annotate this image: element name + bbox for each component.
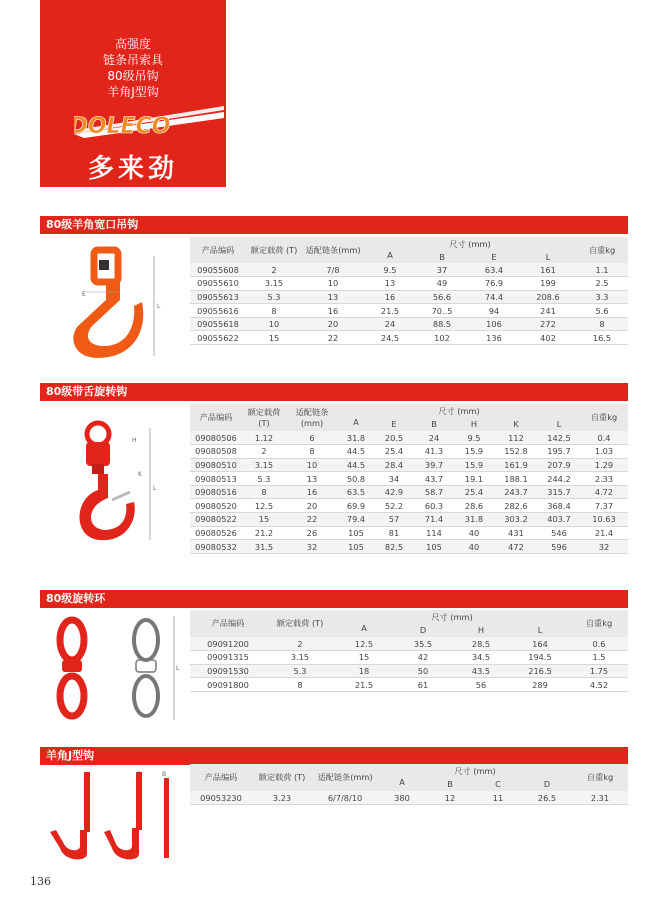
cell: 199: [520, 277, 576, 291]
cell: 15: [242, 513, 286, 527]
cell: 20: [302, 317, 364, 331]
cell: 243.7: [494, 485, 538, 499]
cell: 208.6: [520, 290, 576, 304]
cell: 22: [302, 331, 364, 345]
col-header: 自重kg: [590, 412, 618, 422]
cell: 40: [454, 540, 494, 554]
col-header: E: [491, 251, 497, 262]
cell: 13: [302, 290, 364, 304]
cell: 09091800: [190, 678, 266, 692]
col-header: D: [419, 625, 427, 635]
table-row: [190, 651, 628, 665]
cell: 09091200: [190, 637, 266, 651]
cell: 71.4: [414, 513, 454, 527]
cell: 58.7: [414, 485, 454, 499]
cell: 28.5: [452, 637, 510, 651]
cell: 194.5: [510, 651, 570, 665]
cell: 315.7: [538, 485, 580, 499]
cell: 09091315: [190, 651, 266, 665]
cell: 10: [246, 317, 302, 331]
cell: 282.6: [494, 499, 538, 513]
cell: 79.4: [338, 513, 374, 527]
cell: 74.4: [468, 290, 520, 304]
col-header: 适配链条(mm): [317, 772, 373, 782]
table-row: [190, 331, 628, 345]
cell: 105: [338, 540, 374, 554]
cell: 9.5: [364, 263, 416, 277]
table-row: [190, 317, 628, 331]
cell: 09055622: [190, 331, 246, 345]
cell: 188.1: [494, 472, 538, 486]
cell: 09053230: [190, 791, 252, 805]
swivel-hook-image: [64, 420, 164, 550]
cell: 09080520: [190, 499, 242, 513]
cell: 161.9: [494, 458, 538, 472]
table-row: [190, 485, 628, 499]
cell: 21.4: [580, 526, 628, 540]
table-row: [190, 664, 628, 678]
cell: 0.4: [580, 431, 628, 445]
cell: 1.29: [580, 458, 628, 472]
svg-text:E: E: [82, 291, 86, 298]
cell: 19.1: [454, 472, 494, 486]
col-header: L: [537, 625, 543, 635]
hero-line: 80级吊钩: [107, 69, 159, 83]
table-row: [190, 263, 628, 277]
table-row: [190, 290, 628, 304]
cell: 5.3: [266, 664, 334, 678]
cell: 43.7: [414, 472, 454, 486]
table-row: [190, 540, 628, 554]
cell: 142.5: [538, 431, 580, 445]
cell: 09080522: [190, 513, 242, 527]
cell: 35.5: [394, 637, 452, 651]
cell: 152.8: [494, 445, 538, 459]
cell: 09080516: [190, 485, 242, 499]
cell: 2.31: [572, 791, 628, 805]
cell: 42.9: [374, 485, 414, 499]
cell: 2: [246, 263, 302, 277]
cell: 88.5: [416, 317, 468, 331]
cell: 09091530: [190, 664, 266, 678]
col-header: B: [439, 251, 445, 262]
cell: 1.12: [242, 431, 286, 445]
svg-text:C: C: [136, 771, 141, 778]
cell: 244.2: [538, 472, 580, 486]
cell: 09055610: [190, 277, 246, 291]
cell: 20: [286, 499, 338, 513]
svg-text:L: L: [157, 303, 161, 310]
col-header: B: [447, 779, 453, 789]
cell: 3.15: [242, 458, 286, 472]
cell: 09080506: [190, 431, 242, 445]
cell: 9.5: [454, 431, 494, 445]
cell: 15.9: [454, 458, 494, 472]
cell: 18: [334, 664, 394, 678]
cell: 368.4: [538, 499, 580, 513]
cell: 32: [580, 540, 628, 554]
cell: 21.5: [364, 304, 416, 318]
cell: 81: [374, 526, 414, 540]
cell: 7/8: [302, 263, 364, 277]
section-title: 羊角J型钩: [40, 747, 628, 765]
spec-table-swivel-hook: [190, 404, 628, 554]
cell: 09080510: [190, 458, 242, 472]
cell: 8: [242, 485, 286, 499]
brand-chinese-name: 多来劲: [87, 154, 178, 184]
cell: 3.15: [266, 651, 334, 665]
col-header: D: [543, 779, 551, 789]
cell: 10: [286, 458, 338, 472]
col-header: 额定载荷 (T): [258, 772, 306, 782]
col-header: 产品编码: [204, 772, 238, 782]
svg-text:L: L: [153, 485, 157, 492]
cell: 2: [242, 445, 286, 459]
svg-text:L: L: [176, 665, 180, 672]
cell: 8: [246, 304, 302, 318]
cell: 15.9: [454, 445, 494, 459]
cell: 112: [494, 431, 538, 445]
svg-text:K: K: [138, 471, 142, 478]
cell: 4.52: [570, 678, 628, 692]
svg-text:B: B: [162, 771, 167, 778]
col-header: 额定载荷 (T): [247, 407, 281, 428]
col-header: H: [470, 419, 478, 429]
cell: 2.5: [576, 277, 628, 291]
col-header: A: [399, 777, 405, 787]
cell: 289: [510, 678, 570, 692]
cell: 105: [414, 540, 454, 554]
svg-text:H: H: [132, 437, 137, 444]
cell: 164: [510, 637, 570, 651]
cell: 56.6: [416, 290, 468, 304]
cell: 09055613: [190, 290, 246, 304]
cell: 15: [246, 331, 302, 345]
cell: 195.7: [538, 445, 580, 459]
col-header: 产品编码: [199, 412, 233, 422]
table-row: [190, 499, 628, 513]
col-header: A: [353, 417, 359, 427]
cell: 1.03: [580, 445, 628, 459]
col-header: 额定载荷 (T): [276, 618, 324, 628]
cell: 34.5: [452, 651, 510, 665]
cell: 5.3: [246, 290, 302, 304]
cell: 61: [394, 678, 452, 692]
cell: 4.72: [580, 485, 628, 499]
cell: 63.4: [468, 263, 520, 277]
hero-line: 链条吊索具: [102, 53, 163, 67]
cell: 28.6: [454, 499, 494, 513]
cell: 105: [338, 526, 374, 540]
spec-table-wide-mouth-hook: [190, 237, 628, 345]
j-hook-image: [44, 768, 184, 864]
cell: 24: [364, 317, 416, 331]
cell: 41.3: [414, 445, 454, 459]
cell: 13: [364, 277, 416, 291]
cell: 16: [286, 485, 338, 499]
table-row: [190, 791, 628, 805]
col-header: C: [495, 779, 501, 789]
cell: 1.1: [576, 263, 628, 277]
cell: 8: [576, 317, 628, 331]
spec-table-j-hook: [190, 764, 628, 805]
cell: 50.8: [338, 472, 374, 486]
cell: 22: [286, 513, 338, 527]
cell: 24.5: [364, 331, 416, 345]
col-header: 自重kg: [585, 618, 613, 628]
cell: 7.37: [580, 499, 628, 513]
table-row: [190, 526, 628, 540]
cell: 25.4: [374, 445, 414, 459]
cell: 43.5: [452, 664, 510, 678]
cell: 44.5: [338, 445, 374, 459]
section-title: 80级旋转环: [40, 590, 628, 608]
cell: 216.5: [510, 664, 570, 678]
cell: 3.3: [576, 290, 628, 304]
cell: 09080526: [190, 526, 242, 540]
cell: 09080513: [190, 472, 242, 486]
cell: 82.5: [374, 540, 414, 554]
col-header: H: [477, 625, 485, 635]
cell: 25.4: [454, 485, 494, 499]
cell: 16: [302, 304, 364, 318]
cell: 2: [266, 637, 334, 651]
cell: 28.4: [374, 458, 414, 472]
cell: 303.2: [494, 513, 538, 527]
cell: 10.63: [580, 513, 628, 527]
section-title: 80级羊角宽口吊钩: [40, 216, 628, 234]
cell: 16.5: [576, 331, 628, 345]
col-header: B: [431, 419, 437, 429]
cell: 0.6: [570, 637, 628, 651]
col-header: 尺寸 (mm): [449, 239, 491, 249]
brand-header: [40, 0, 226, 187]
col-header: 尺寸 (mm): [454, 766, 496, 776]
cell: 26.5: [522, 791, 572, 805]
cell: 31.8: [454, 513, 494, 527]
table-row: [190, 678, 628, 692]
table-row: [190, 513, 628, 527]
col-header: 尺寸 (mm): [438, 406, 480, 416]
cell: 21.5: [334, 678, 394, 692]
cell: 21.2: [242, 526, 286, 540]
table-row: [190, 637, 628, 651]
col-header: 额定载荷 (T): [250, 244, 298, 255]
col-header: E: [391, 419, 397, 429]
cell: 94: [468, 304, 520, 318]
cell: 31.8: [338, 431, 374, 445]
cell: 09080508: [190, 445, 242, 459]
cell: 241: [520, 304, 576, 318]
table-row: [190, 304, 628, 318]
spec-table-swivel-ring: [190, 610, 628, 692]
col-header: 自重kg: [588, 244, 616, 255]
cell: 56: [452, 678, 510, 692]
cell: 380: [378, 791, 426, 805]
cell: 472: [494, 540, 538, 554]
col-header: 适配链条(mm): [295, 407, 329, 428]
cell: 102: [416, 331, 468, 345]
cell: 546: [538, 526, 580, 540]
cell: 136: [468, 331, 520, 345]
cell: 69.9: [338, 499, 374, 513]
cell: 60.3: [414, 499, 454, 513]
cell: 09055616: [190, 304, 246, 318]
cell: 15: [334, 651, 394, 665]
cell: 106: [468, 317, 520, 331]
cell: 26: [286, 526, 338, 540]
cell: 50: [394, 664, 452, 678]
cell: 10: [302, 277, 364, 291]
table-row: [190, 458, 628, 472]
svg-text:DOLECO: DOLECO: [74, 114, 171, 139]
cell: 8: [286, 445, 338, 459]
cell: 431: [494, 526, 538, 540]
cell: 09055618: [190, 317, 246, 331]
cell: 1.75: [570, 664, 628, 678]
cell: 403.7: [538, 513, 580, 527]
cell: 32: [286, 540, 338, 554]
col-header: L: [556, 419, 562, 429]
cell: 52.2: [374, 499, 414, 513]
cell: 272: [520, 317, 576, 331]
cell: 6: [286, 431, 338, 445]
cell: 8: [266, 678, 334, 692]
cell: 207.9: [538, 458, 580, 472]
col-header: 自重kg: [586, 772, 614, 782]
hero-titles: [40, 36, 226, 100]
cell: 6/7/8/10: [312, 791, 378, 805]
table-row: [190, 431, 628, 445]
doleco-logo-mark: [74, 104, 224, 148]
cell: 24: [414, 431, 454, 445]
cell: 114: [414, 526, 454, 540]
table-row: [190, 277, 628, 291]
col-header: 产品编码: [201, 244, 235, 255]
col-header: 尺寸 (mm): [431, 612, 473, 622]
cell: 12: [426, 791, 474, 805]
wide-mouth-hook-image: [62, 246, 170, 362]
cell: 70..5: [416, 304, 468, 318]
page-number: 136: [30, 875, 51, 888]
swivel-ring-image: [50, 612, 184, 724]
cell: 40: [454, 526, 494, 540]
cell: 49: [416, 277, 468, 291]
cell: 39.7: [414, 458, 454, 472]
cell: 12.5: [242, 499, 286, 513]
col-header: L: [545, 251, 551, 262]
hero-line: 高强度: [114, 37, 151, 51]
cell: 20.5: [374, 431, 414, 445]
cell: 37: [416, 263, 468, 277]
cell: 76.9: [468, 277, 520, 291]
cell: 42: [394, 651, 452, 665]
cell: 5.3: [242, 472, 286, 486]
cell: 3.15: [246, 277, 302, 291]
cell: 3.23: [252, 791, 312, 805]
table-row: [190, 472, 628, 486]
col-header: K: [513, 419, 519, 429]
cell: 11: [474, 791, 522, 805]
section-title: 80级带舌旋转钩: [40, 383, 628, 401]
cell: 5.6: [576, 304, 628, 318]
table-row: [190, 445, 628, 459]
cell: 31.5: [242, 540, 286, 554]
cell: 16: [364, 290, 416, 304]
cell: 13: [286, 472, 338, 486]
col-header: A: [361, 623, 367, 633]
cell: 34: [374, 472, 414, 486]
cell: 12.5: [334, 637, 394, 651]
cell: 2.33: [580, 472, 628, 486]
cell: 161: [520, 263, 576, 277]
hero-line: 羊角J型钩: [107, 85, 159, 99]
cell: 57: [374, 513, 414, 527]
cell: 09055608: [190, 263, 246, 277]
col-header: 适配链条(mm): [305, 244, 361, 255]
col-header: 产品编码: [211, 618, 245, 628]
cell: 63.5: [338, 485, 374, 499]
cell: 09080532: [190, 540, 242, 554]
doleco-logo: [74, 104, 224, 148]
cell: 44.5: [338, 458, 374, 472]
col-header: A: [387, 250, 393, 260]
cell: 1.5: [570, 651, 628, 665]
cell: 596: [538, 540, 580, 554]
cell: 402: [520, 331, 576, 345]
